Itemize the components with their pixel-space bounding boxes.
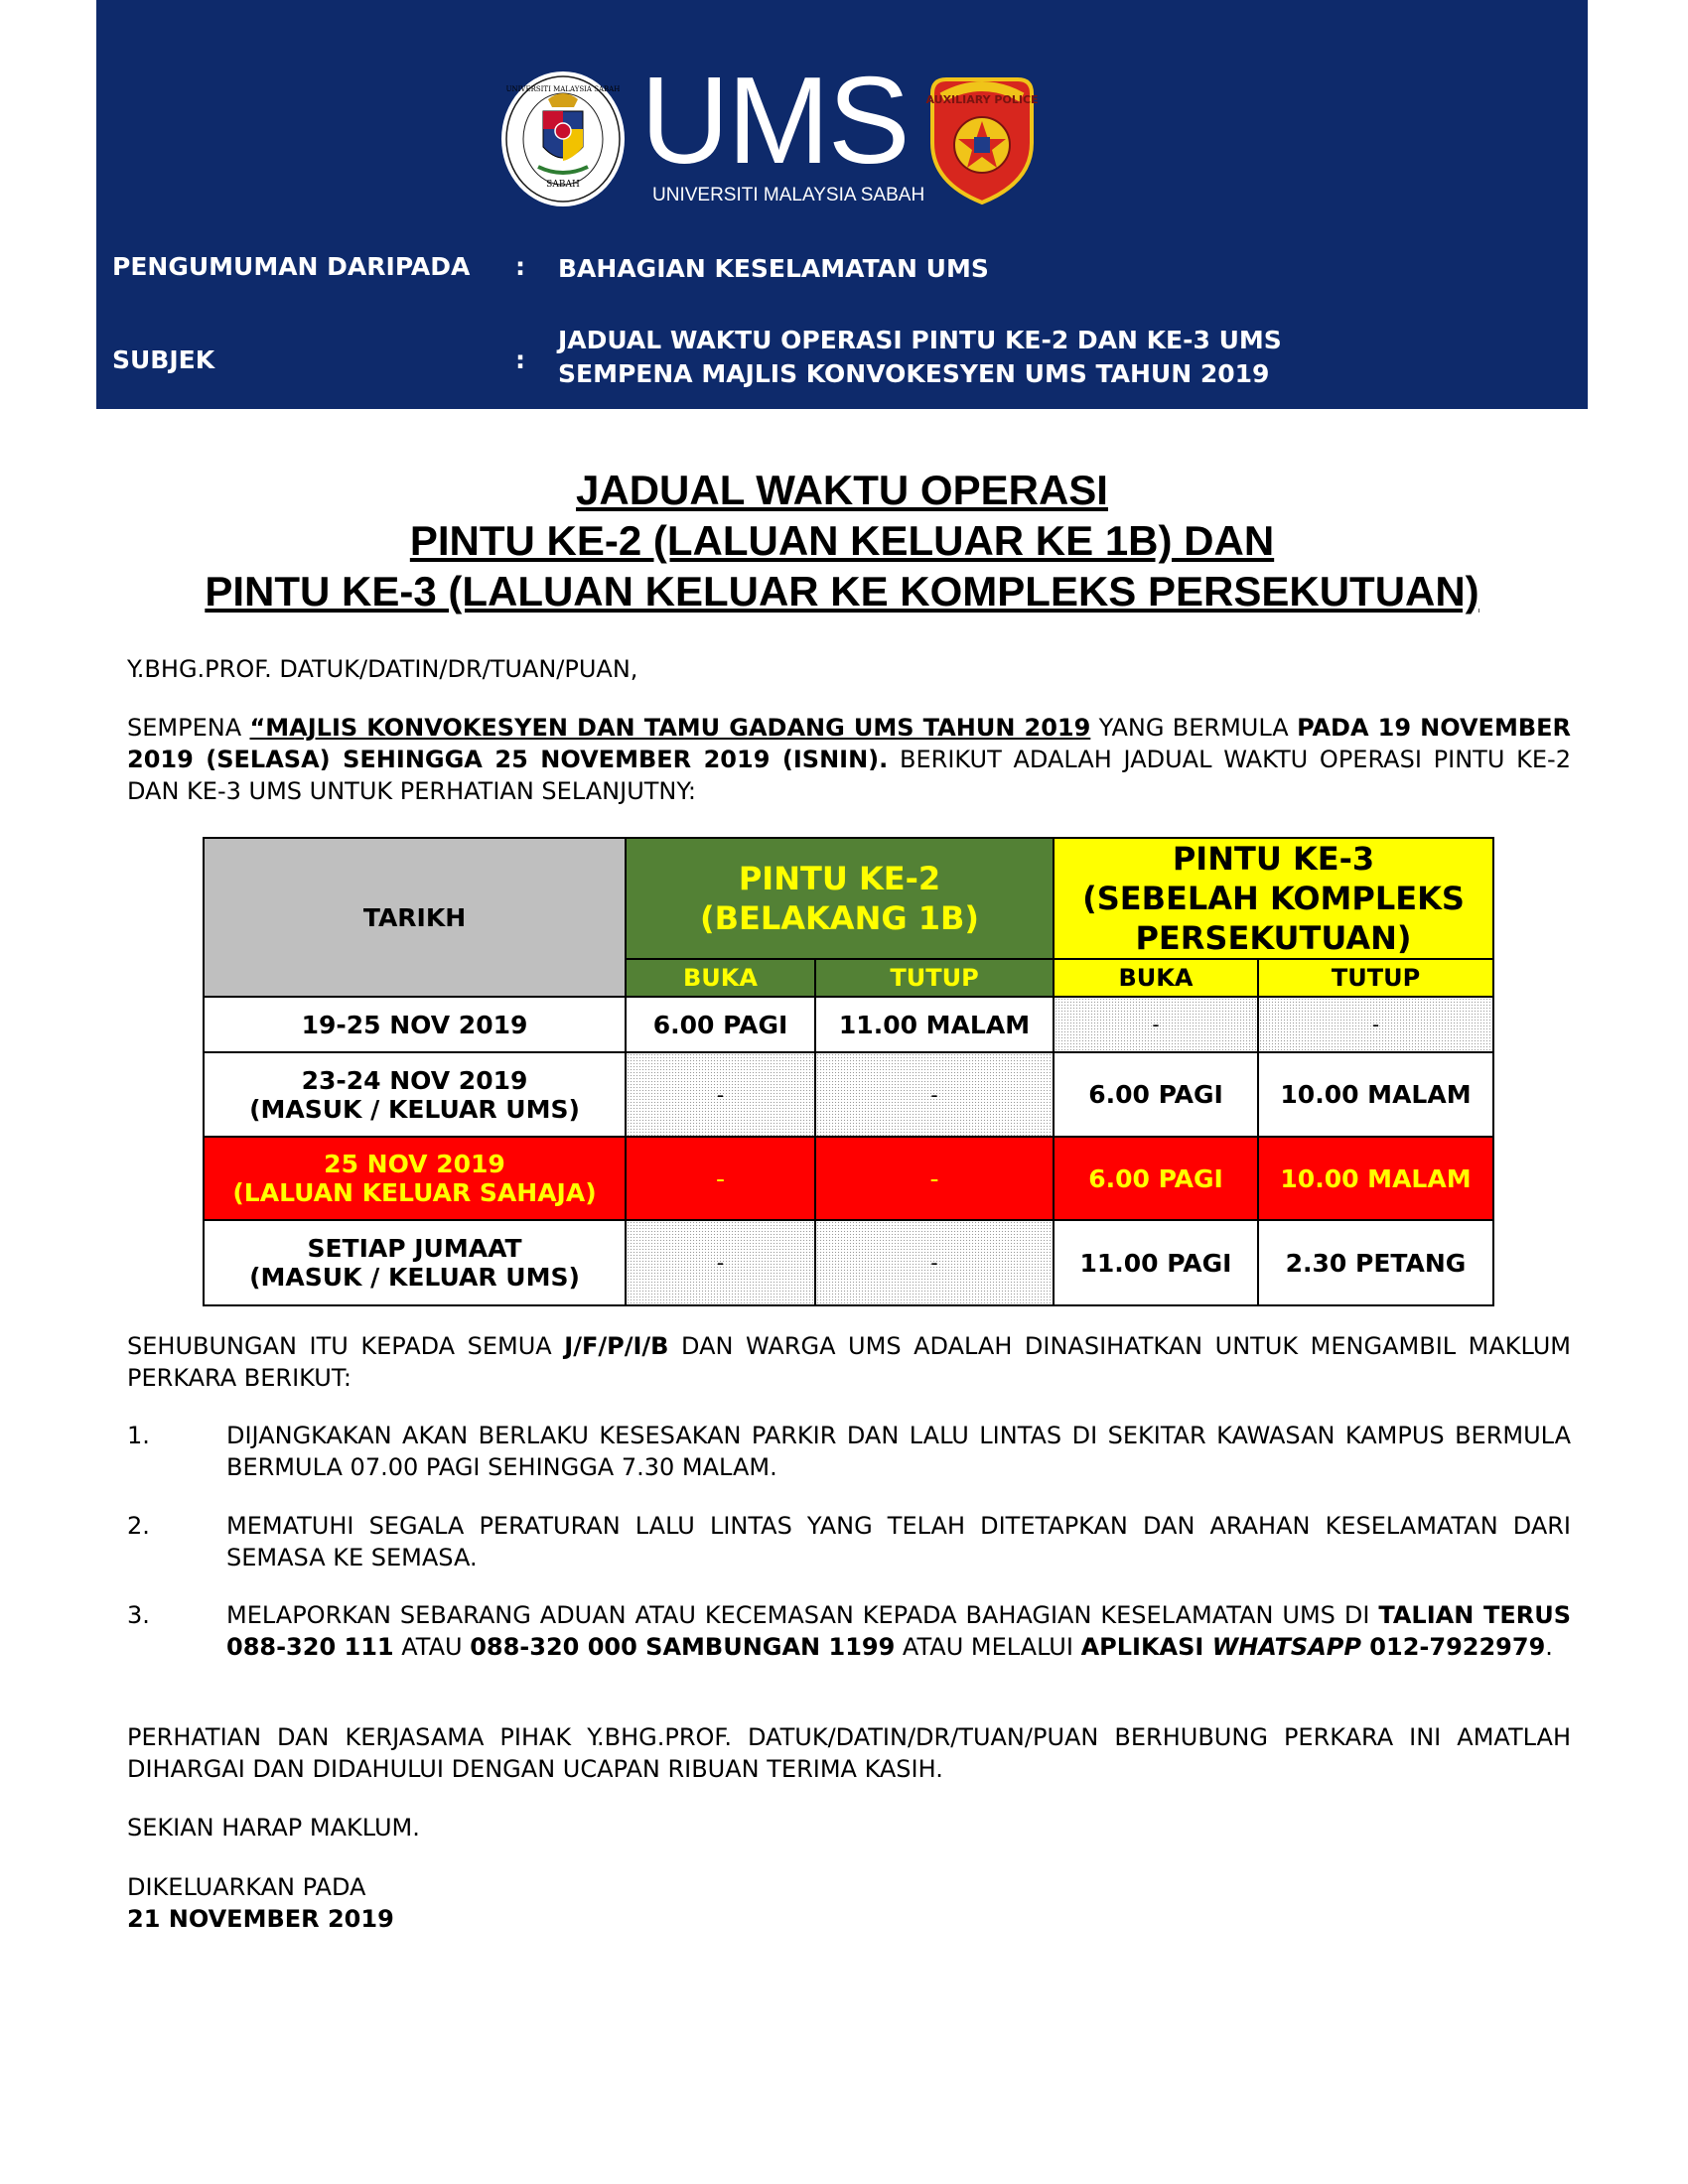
gate-3-open-time: 6.00 PAGI (1054, 1052, 1258, 1137)
advice-paragraph (127, 1330, 1571, 1394)
row-date-line-1: 19-25 NOV 2019 (301, 1010, 528, 1039)
subject-colon: : (515, 345, 525, 374)
issued-block (127, 1871, 1571, 1935)
table-row (204, 997, 1493, 1052)
gate-2-close-header: TUTUP (815, 959, 1054, 997)
gate-3-close-time: 2.30 PETANG (1258, 1220, 1493, 1305)
row-date (204, 997, 626, 1052)
intro-text-2: YANG BERMULA (1090, 714, 1298, 742)
table-row-highlighted (204, 1137, 1493, 1220)
date-column-header: TARIKH (204, 838, 626, 997)
svg-text:AUXILIARY POLICE: AUXILIARY POLICE (925, 93, 1039, 106)
gate-2-close-time: 11.00 MALAM (815, 997, 1054, 1052)
list-item-text: MEMATUHI SEGALA PERATURAN LALU LINTAS YANG TELAH DITETAPKAN DAN ARAHAN KESELAMATAN DARI SEMASA KE SEMASA. (226, 1512, 1571, 1571)
gate-2-open-time: - (626, 1137, 815, 1220)
advice-departments: J/F/P/I/B (564, 1332, 669, 1360)
gate-3-open-header: BUKA (1054, 959, 1258, 997)
subject-label: SUBJEK (112, 345, 215, 374)
issued-date: 21 NOVEMBER 2019 (127, 1905, 394, 1933)
table-row (204, 1220, 1493, 1305)
list-item-number: 2. (127, 1512, 150, 1540)
title-line-1: JADUAL WAKTU OPERASI (576, 467, 1108, 513)
gate-schedule-table (203, 837, 1494, 1306)
advice-text-1: SEHUBUNGAN ITU KEPADA SEMUA (127, 1332, 565, 1360)
gate-2-close-time: - (815, 1052, 1054, 1137)
svg-text:UNIVERSITI MALAYSIA SABAH: UNIVERSITI MALAYSIA SABAH (505, 85, 621, 93)
salutation: Y.BHG.PROF. DATUK/DATIN/DR/TUAN/PUAN, (127, 655, 638, 683)
list-item-text: DIJANGKAKAN AKAN BERLAKU KESESAKAN PARKIR DAN LALU LINTAS DI SEKITAR KAWASAN KAMPUS BERMULA BERMULA 07.00 PAGI SEHINGGA 7.30 MALAM. (226, 1422, 1571, 1481)
advice-text-2: DAN WARGA UMS ADALAH DINASIHATKAN UNTUK MENGAMBIL MAKLUM PERKARA BERIKUT: (127, 1332, 1571, 1392)
row-date (204, 1220, 626, 1305)
gate-3-close-time: - (1258, 997, 1493, 1052)
gate-3-open-time: 11.00 PAGI (1054, 1220, 1258, 1305)
row-date-line-1: SETIAP JUMAAT (307, 1234, 522, 1263)
title-line-3: PINTU KE-3 (LALUAN KELUAR KE KOMPLEKS PERSEKUTUAN) (205, 568, 1479, 614)
title-line-2: PINTU KE-2 (LALUAN KELUAR KE 1B) DAN (409, 517, 1275, 564)
row-date-line-1: 23-24 NOV 2019 (301, 1065, 528, 1095)
direct-line-number: TALIAN TERUS 088-320 111 (226, 1601, 1571, 1661)
subject-value (558, 324, 1282, 391)
intro-text-3: BERIKUT ADALAH JADUAL WAKTU OPERASI PINTU KE-2 DAN KE-3 UMS UNTUK PERHATIAN SELANJUTNY: (127, 746, 1571, 805)
gate-3-title: PINTU KE-3 (1172, 840, 1375, 878)
logo-group (96, 53, 1588, 218)
from-colon: : (515, 252, 525, 281)
item-3-period: . (1545, 1633, 1553, 1661)
intro-text-1: SEMPENA (127, 714, 250, 742)
whatsapp-number: 012-7922979 (1360, 1633, 1546, 1661)
subject-line-2: SEMPENA MAJLIS KONVOKESYEN UMS TAHUN 2019 (558, 359, 1270, 388)
subject-line-1: JADUAL WAKTU OPERASI PINTU KE-2 DAN KE-3 UMS (558, 326, 1282, 354)
svg-text:SABAH: SABAH (546, 180, 580, 190)
gate-3-location-2: PERSEKUTUAN) (1135, 919, 1412, 957)
gate-3-close-header: TUTUP (1258, 959, 1493, 997)
document-title (96, 465, 1588, 616)
gate-2-title: PINTU KE-2 (738, 860, 941, 897)
list-item-text (226, 1599, 1571, 1663)
gate-3-close-time: 10.00 MALAM (1258, 1052, 1493, 1137)
gate-2-location: (BELAKANG 1B) (699, 899, 980, 937)
issued-label: DIKELUARKAN PADA (127, 1873, 366, 1901)
intro-date-range: PADA 19 NOVEMBER 2019 (SELASA) SEHINGGA 25 NOVEMBER 2019 (ISNIN). (127, 714, 1571, 773)
whatsapp-app-label: APLIKASI (1080, 1633, 1212, 1661)
auxiliary-police-badge-icon (922, 73, 1042, 207)
gate-2-open-time: 6.00 PAGI (626, 997, 815, 1052)
list-item-number: 1. (127, 1422, 150, 1449)
ums-logo-subtitle: UNIVERSITI MALAYSIA SABAH (652, 185, 925, 205)
gate-2-close-time: - (815, 1137, 1054, 1220)
row-date-line-1: 25 NOV 2019 (324, 1150, 505, 1178)
item-3-text-2: ATAU (393, 1633, 471, 1661)
table-row (204, 1052, 1493, 1137)
row-date-line-2: (MASUK / KELUAR UMS) (249, 1263, 580, 1292)
extension-number: 088-320 000 SAMBUNGAN 1199 (470, 1633, 896, 1661)
gate-2-header (626, 838, 1054, 959)
header-banner (96, 0, 1588, 409)
closing-paragraph: PERHATIAN DAN KERJASAMA PIHAK Y.BHG.PROF. DATUK/DATIN/DR/TUAN/PUAN BERHUBUNG PERKARA INI AMATLAH DIHARGAI DAN DIDAHULUI DENGAN UCAPAN RIBUAN TERIMA KASIH. (127, 1723, 1571, 1783)
gate-3-location-1: (SEBELAH KOMPLEKS (1082, 880, 1465, 917)
ums-logo-text: UMS (640, 53, 909, 190)
gate-2-close-time: - (815, 1220, 1054, 1305)
gate-2-open-time: - (626, 1220, 815, 1305)
farewell-text: SEKIAN HARAP MAKLUM. (127, 1814, 420, 1842)
university-crest-logo (498, 69, 628, 208)
row-date (204, 1137, 626, 1220)
item-3-text-3: ATAU MELALUI (895, 1633, 1081, 1661)
from-label: PENGUMUMAN DARIPADA (112, 252, 471, 281)
gate-3-header (1054, 838, 1493, 959)
row-date (204, 1052, 626, 1137)
table-header-row (204, 838, 1493, 959)
intro-event-name: “MAJLIS KONVOKESYEN DAN TAMU GADANG UMS TAHUN 2019 (249, 714, 1091, 742)
gate-3-close-time: 10.00 MALAM (1258, 1137, 1493, 1220)
from-value: BAHAGIAN KESELAMATAN UMS (558, 254, 989, 283)
whatsapp-label: WHATSAPP (1211, 1633, 1361, 1661)
gate-2-open-time: - (626, 1052, 815, 1137)
list-item-number: 3. (127, 1601, 150, 1629)
gate-3-open-time: - (1054, 997, 1258, 1052)
row-date-line-2: (LALUAN KELUAR SAHAJA) (232, 1178, 597, 1207)
intro-paragraph (127, 712, 1571, 807)
gate-3-open-time: 6.00 PAGI (1054, 1137, 1258, 1220)
row-date-line-2: (MASUK / KELUAR UMS) (249, 1094, 580, 1124)
item-3-text-1: MELAPORKAN SEBARANG ADUAN ATAU KECEMASAN KEPADA BAHAGIAN KESELAMATAN UMS DI (226, 1601, 1379, 1629)
gate-2-open-header: BUKA (626, 959, 815, 997)
